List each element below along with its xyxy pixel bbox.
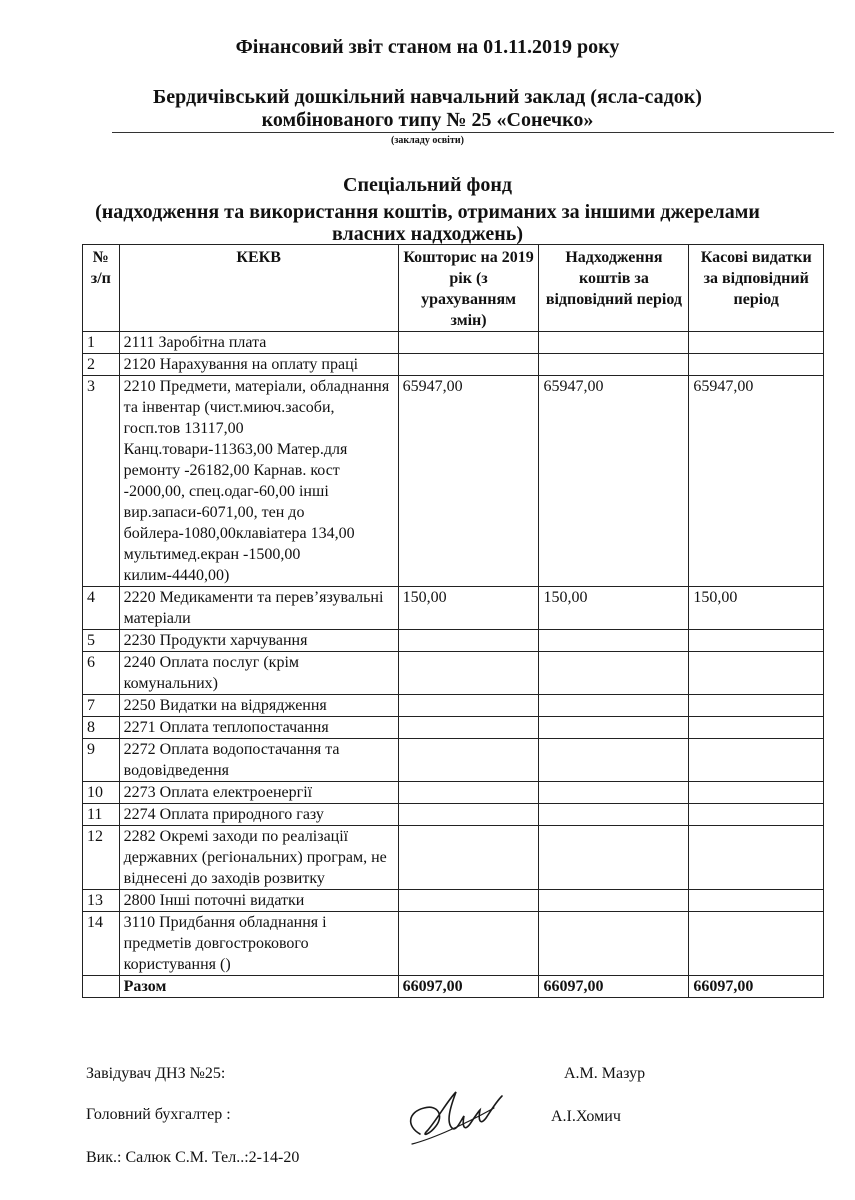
row-kekv: 2273 Оплата електроенергії <box>119 782 398 804</box>
institution-caption: (закладу освіти) <box>391 135 464 146</box>
table-row <box>83 587 824 630</box>
row-expenses <box>689 739 824 782</box>
table-row <box>83 804 824 826</box>
head-label: Завідувач ДНЗ №25: <box>86 1065 226 1082</box>
fund-subtitle-line1: (надходження та використання коштів, отриманих за іншими джерелами <box>95 201 760 223</box>
table-row <box>83 354 824 376</box>
row-expenses <box>689 354 824 376</box>
accountant-label: Головний бухгалтер : <box>86 1106 231 1123</box>
row-kekv: 2230 Продукти харчування <box>119 630 398 652</box>
row-estimate <box>398 739 539 782</box>
table-row <box>83 717 824 739</box>
row-kekv: 2250 Видатки на відрядження <box>119 695 398 717</box>
table-row <box>83 890 824 912</box>
row-estimate: 150,00 <box>398 587 539 630</box>
row-receipts: 65947,00 <box>539 376 689 587</box>
row-expenses <box>689 826 824 890</box>
column-header-estimate: Кошторис на 2019 рік (з урахуванням змін) <box>398 245 539 332</box>
row-estimate: 65947,00 <box>398 376 539 587</box>
row-estimate <box>398 332 539 354</box>
row-receipts <box>539 826 689 890</box>
institution-name-line1: Бердичівський дошкільний навчальний заклад (ясла-садок) <box>153 86 702 108</box>
row-kekv: 2800 Інші поточні видатки <box>119 890 398 912</box>
table-row <box>83 332 824 354</box>
row-expenses <box>689 630 824 652</box>
row-receipts <box>539 804 689 826</box>
row-estimate <box>398 695 539 717</box>
row-expenses: 150,00 <box>689 587 824 630</box>
table-row <box>83 782 824 804</box>
row-kekv: 3110 Придбання обладнання і предметів довгострокового користування () <box>119 912 398 976</box>
total-receipts: 66097,00 <box>539 976 689 998</box>
column-header-receipts: Надходження коштів за відповідний період <box>539 245 689 332</box>
row-receipts <box>539 332 689 354</box>
row-kekv: 2282 Окремі заходи по реалізації державних (регіональних) програм, не віднесені до заходів розвитку <box>119 826 398 890</box>
row-receipts <box>539 652 689 695</box>
row-expenses: 65947,00 <box>689 376 824 587</box>
fund-subtitle-line2: власних надходжень) <box>332 223 523 245</box>
table-header-row <box>83 245 824 332</box>
table-row <box>83 912 824 976</box>
row-estimate <box>398 652 539 695</box>
row-expenses <box>689 782 824 804</box>
row-number: 13 <box>83 890 120 912</box>
row-estimate <box>398 890 539 912</box>
row-number: 6 <box>83 652 120 695</box>
row-receipts <box>539 912 689 976</box>
total-label: Разом <box>119 976 398 998</box>
total-expenses: 66097,00 <box>689 976 824 998</box>
row-receipts: 150,00 <box>539 587 689 630</box>
institution-underline <box>112 132 834 133</box>
report-title: Фінансовий звіт станом на 01.11.2019 року <box>235 36 620 58</box>
row-expenses <box>689 695 824 717</box>
row-expenses <box>689 890 824 912</box>
row-receipts <box>539 739 689 782</box>
row-receipts <box>539 354 689 376</box>
table-row <box>83 695 824 717</box>
executor-line: Вик.: Салюк С.М. Тел..:2-14-20 <box>86 1149 300 1166</box>
row-number: 2 <box>83 354 120 376</box>
row-receipts <box>539 890 689 912</box>
total-number <box>83 976 120 998</box>
row-expenses <box>689 804 824 826</box>
row-expenses <box>689 912 824 976</box>
row-number: 14 <box>83 912 120 976</box>
row-estimate <box>398 912 539 976</box>
row-expenses <box>689 332 824 354</box>
row-number: 10 <box>83 782 120 804</box>
column-header-no: № з/п <box>83 245 120 332</box>
table-row <box>83 826 824 890</box>
head-name: А.М. Мазур <box>564 1065 646 1082</box>
table-row <box>83 630 824 652</box>
row-estimate <box>398 354 539 376</box>
row-estimate <box>398 804 539 826</box>
accountant-name: А.І.Хомич <box>551 1108 621 1125</box>
table-row <box>83 376 824 587</box>
finance-table <box>82 244 824 998</box>
column-header-kekv: КЕКВ <box>119 245 398 332</box>
row-kekv: 2220 Медикаменти та перев’язувальні матеріали <box>119 587 398 630</box>
fund-title: Спеціальний фонд <box>343 174 512 196</box>
row-estimate <box>398 826 539 890</box>
row-estimate <box>398 630 539 652</box>
row-kekv: 2111 Заробітна плата <box>119 332 398 354</box>
row-number: 7 <box>83 695 120 717</box>
total-estimate: 66097,00 <box>398 976 539 998</box>
row-number: 12 <box>83 826 120 890</box>
row-estimate <box>398 782 539 804</box>
row-receipts <box>539 695 689 717</box>
table-body <box>83 332 824 998</box>
handwritten-signature <box>398 1082 508 1154</box>
column-header-expenses: Касові видатки за відповідний період <box>689 245 824 332</box>
row-kekv: 2272 Оплата водопостачання та водовідведення <box>119 739 398 782</box>
row-kekv: 2240 Оплата послуг (крім комунальних) <box>119 652 398 695</box>
row-kekv: 2271 Оплата теплопостачання <box>119 717 398 739</box>
row-number: 5 <box>83 630 120 652</box>
row-kekv: 2210 Предмети, матеріали, обладнання та інвентар (чист.миюч.засоби, госп.тов 13117,00 Канц.товари-11363,00 Матер.для ремонту -26182,00 Карнав. кост -2000,00, спец.одаг-60,00 інші вир.запаси-6071,00, тен до бойлера-1080,00клавіатера 134,00 мультимед.екран -1500,00 килим-4440,00) <box>119 376 398 587</box>
row-kekv: 2120 Нарахування на оплату праці <box>119 354 398 376</box>
row-number: 9 <box>83 739 120 782</box>
row-receipts <box>539 782 689 804</box>
row-number: 3 <box>83 376 120 587</box>
table-row <box>83 652 824 695</box>
row-receipts <box>539 717 689 739</box>
row-estimate <box>398 717 539 739</box>
row-receipts <box>539 630 689 652</box>
institution-name-line2: комбінованого типу № 25 «Сонечко» <box>261 109 594 131</box>
total-row <box>83 976 824 998</box>
row-number: 4 <box>83 587 120 630</box>
row-number: 11 <box>83 804 120 826</box>
row-number: 1 <box>83 332 120 354</box>
row-expenses <box>689 717 824 739</box>
row-expenses <box>689 652 824 695</box>
table-row <box>83 739 824 782</box>
row-kekv: 2274 Оплата природного газу <box>119 804 398 826</box>
row-number: 8 <box>83 717 120 739</box>
